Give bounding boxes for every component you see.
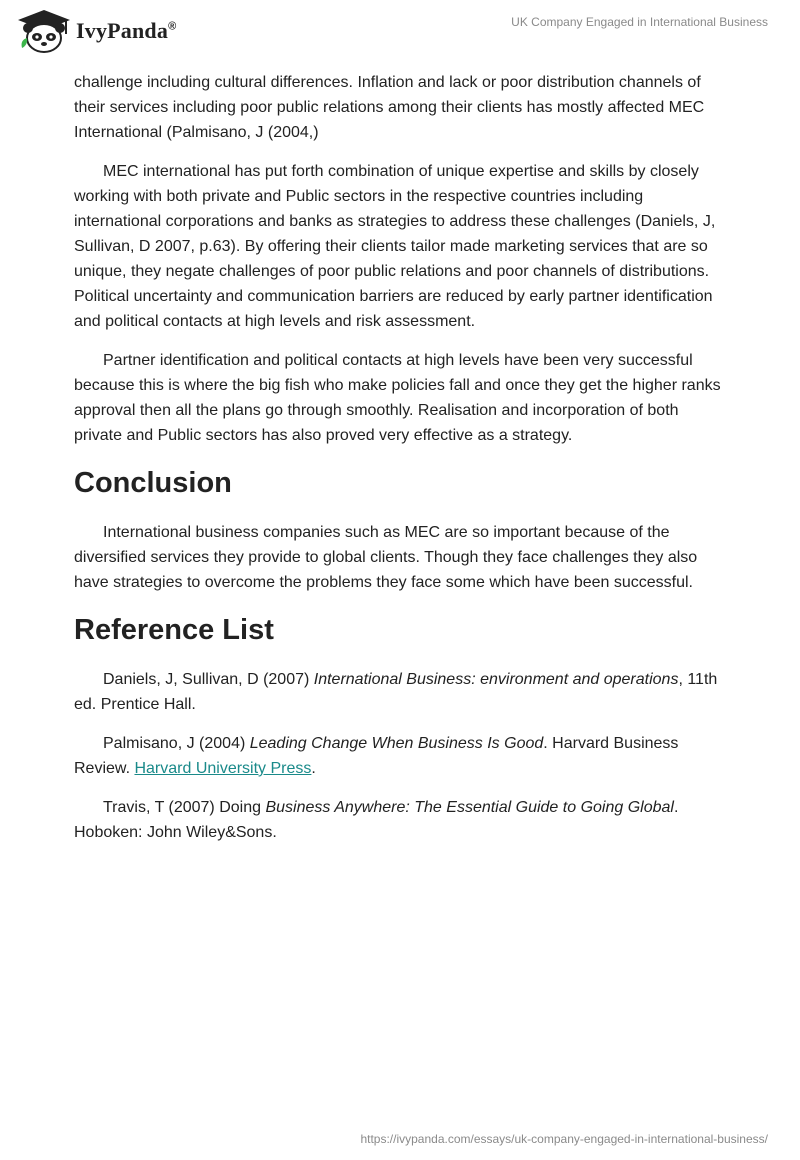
conclusion-paragraph: International business companies such as MEC are so important because of the diversified services they provide to global clients. Though they face challenges they also have strategies to overcome the problems they face some which have been successful. <box>74 524 698 591</box>
brand-name: IvyPanda® <box>76 18 177 43</box>
panda-graduate-icon <box>14 8 74 54</box>
reference-item: Travis, T (2007) Doing Business Anywhere: The Essential Guide to Going Global. Hoboken: John Wiley&Sons. <box>74 799 679 841</box>
harvard-university-press-link[interactable]: Harvard University Press <box>134 760 312 777</box>
essay-title: UK Company Engaged in International Business <box>511 15 768 29</box>
ivypanda-logo[interactable] <box>14 8 176 54</box>
reference-title: Business Anywhere: The Essential Guide to Going Global <box>265 799 674 816</box>
reference-title: Leading Change When Business Is Good <box>249 735 544 752</box>
registered-mark: ® <box>168 20 177 33</box>
conclusion-heading: Conclusion <box>74 467 232 499</box>
source-url: https://ivypanda.com/essays/uk-company-engaged-in-international-business/ <box>360 1132 768 1146</box>
paragraph-continued: challenge including cultural differences. Inflation and lack or poor distribution channels of their services including poor public relations among their clients has mostly affected MEC International (Palmisano, J (2004,) <box>74 74 705 141</box>
reference-item: Palmisano, J (2004) Leading Change When Business Is Good. Harvard Business Review. Harvard University Press. <box>74 735 679 777</box>
page-header <box>0 0 800 60</box>
reference-title: International Business: environment and operations <box>313 671 679 688</box>
paragraph-strategies: MEC international has put forth combination of unique expertise and skills by closely working with both private and Public sectors in the respective countries including international corporations and banks as strategies to address these challenges (Daniels, J, Sullivan, D 2007, p.63). By offering their clients tailor made marketing services that are so unique, they negate challenges of poor public relations and poor channels of distributions. Political uncertainty and communication barriers are reduced by early partner identification and political contacts at high levels and risk assessment. <box>74 163 716 330</box>
essay-content <box>74 70 728 859</box>
reference-list-heading: Reference List <box>74 614 274 646</box>
reference-item: Daniels, J, Sullivan, D (2007) International Business: environment and operations, 11th ed. Prentice Hall. <box>74 671 718 713</box>
paragraph-partner: Partner identification and political contacts at high levels have been very successful because this is where the big fish who make policies fall and once they get the higher ranks approval then all the plans go through smoothly. Realisation and incorporation of both private and Public sectors has also proved very effective as a strategy. <box>74 352 721 444</box>
